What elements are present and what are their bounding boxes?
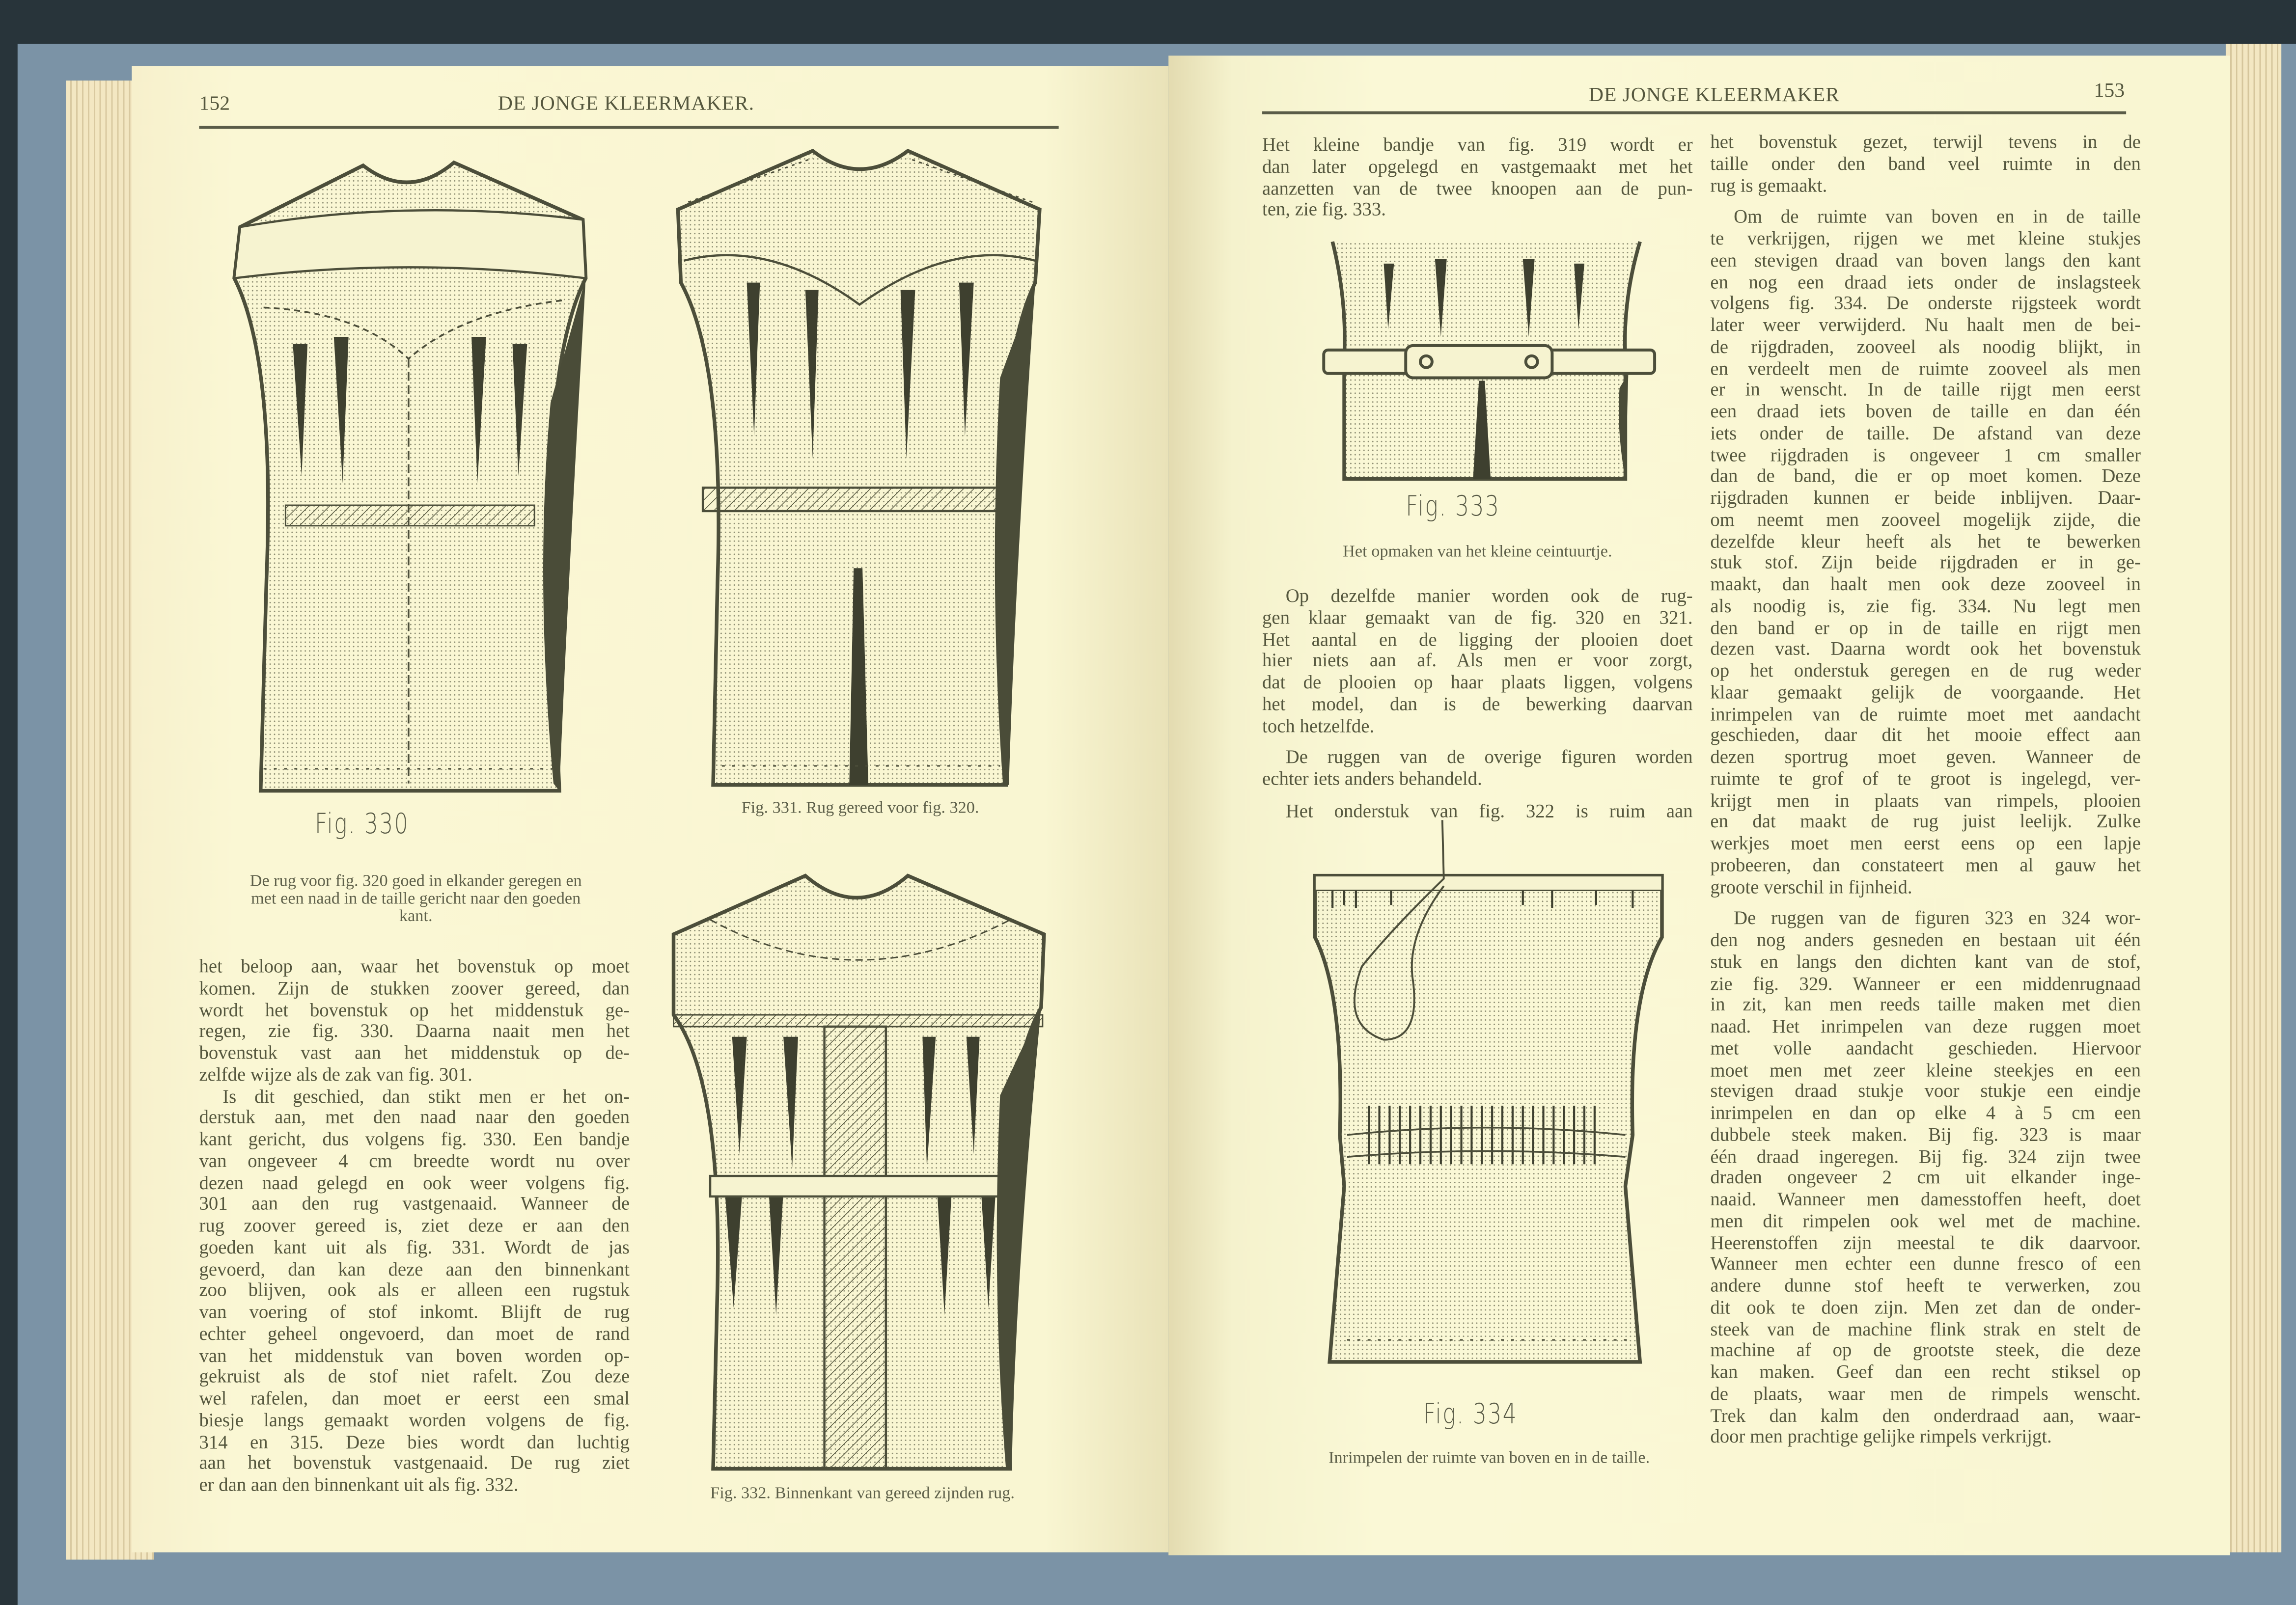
figure-334-caption: Inrimpelen der ruimte van boven en in de taille. — [1328, 1449, 1650, 1468]
paragraph — [199, 1086, 630, 1496]
figure-331-illustration — [666, 143, 1054, 795]
figure-332-illustration — [666, 876, 1050, 1473]
text-line: geschieden, daar dit het mooie effect aan — [1710, 724, 2141, 746]
paragraph — [1262, 801, 1693, 822]
text-line: gevoerd, dan kan deze aan den binnenkant — [199, 1257, 630, 1279]
text-line: er dan aan den binnenkant uit als fig. 332. — [199, 1473, 519, 1496]
text-line: wel rafelen, dan moet er eerst een smal — [199, 1387, 630, 1409]
text-line: dubbele steek maken. Bij fig. 323 is maar — [1710, 1122, 2141, 1145]
text-line: Het kleine bandje van fig. 319 wordt er — [1262, 133, 1693, 156]
text-line: dat de plooien op haar plaats liggen, volgens — [1262, 671, 1693, 693]
paragraph — [1710, 908, 2141, 1448]
page-edges-right — [2226, 44, 2281, 1552]
text-line: moet men met zeer kleine steekjes en een — [1710, 1058, 2141, 1080]
header-rule — [199, 126, 1058, 129]
figure-330-label: Fig. 330 — [315, 808, 410, 841]
paragraph — [1710, 132, 2141, 196]
text-line: het bovenstuk gezet, terwijl tevens in de — [1710, 130, 2141, 153]
text-line: de plaats, waar men de rimpels wenscht. — [1710, 1382, 2141, 1404]
text-line: stuk stof. Zijn beide rijgdraden er in ge- — [1710, 551, 2141, 573]
text-line: inrimpelen van de ruimte moet met aandacht — [1710, 702, 2141, 724]
text-line: zelfde wijze als de zak van fig. 301. — [199, 1062, 472, 1085]
text-line: later weer verwijderd. Nu haalt men de bei- — [1710, 313, 2141, 336]
text-line: werkjes moet men eerst eens op een lapje — [1710, 832, 2141, 854]
text-line: men dit rimpelen ook wel met de machine. — [1710, 1209, 2141, 1231]
text-line: dezen vast. Daarna wordt ook het bovenstuk — [1710, 637, 2141, 659]
text-line: een stevigen draad van boven langs den kant — [1710, 248, 2141, 271]
text-line: den band er op in de taille en rijgt men — [1710, 616, 2141, 638]
text-line: de rijgdraden, zooveel als noodig blijkt, in — [1710, 335, 2141, 357]
figure-334-illustration — [1303, 820, 1669, 1376]
figure-331-caption: Fig. 331. Rug gereed voor fig. 320. — [741, 799, 979, 817]
figure-334-label: Fig. 334 — [1423, 1398, 1518, 1431]
text-line: regen, zie fig. 330. Daarna naait men het — [199, 1019, 630, 1042]
text-line: dan later opgelegd en vastgemaakt met het — [1262, 155, 1693, 177]
text-line: volgens fig. 334. De onderste rijgsteek wordt — [1710, 292, 2141, 314]
text-line: rijgdraden kunnen er beide inblijven. Daar- — [1710, 486, 2141, 508]
text-line: inrimpelen en dan op elke 4 à 5 cm een — [1710, 1101, 2141, 1123]
caption-line: De rug voor fig. 320 goed in elkander geregen en — [249, 872, 582, 891]
text-line: 301 aan den rug vastgenaaid. Wanneer de — [199, 1192, 630, 1215]
text-line: Is dit geschied, dan stikt men er het on- — [222, 1084, 630, 1107]
text-line: dit ook te doen zijn. Men zet dan de onder- — [1710, 1295, 2141, 1318]
text-line: steek van de machine flink strak en stelt de — [1710, 1317, 2141, 1339]
figure-333-illustration — [1318, 242, 1658, 483]
text-line: klaar gemaakt gelijk de voorgaande. Het — [1710, 680, 2141, 703]
text-line: ruimte te grof of te groot is ingelegd, ver- — [1710, 767, 2141, 789]
text-line: Om de ruimte van boven en in de taille — [1734, 205, 2141, 228]
text-line: iets onder de taille. De afstand van deze — [1710, 421, 2141, 444]
text-line: naaid. Wanneer men damesstoffen heeft, doet — [1710, 1187, 2141, 1210]
running-head: DE JONGE KLEERMAKER. — [498, 93, 754, 116]
text-line: hier niets aan af. Als men er voor zorgt, — [1262, 649, 1693, 671]
text-line: Op dezelfde manier worden ook de rug- — [1285, 584, 1693, 606]
text-line: kant gericht, dus volgens fig. 330. Een bandje — [199, 1127, 630, 1150]
text-line: van het middenstuk van boven worden op- — [199, 1343, 630, 1366]
text-line: zie fig. 329. Wanneer er een middenrugnaad — [1710, 972, 2141, 994]
text-line: het model, dan is de bewerking daarvan — [1262, 692, 1693, 714]
text-line: en verdeelt men de ruimte zooveel als men — [1710, 356, 2141, 379]
text-line: De ruggen van de overige figuren worden — [1285, 745, 1693, 768]
figure-330-caption — [202, 873, 630, 925]
text-line: van voering of stof inkomt. Blijft de rug — [199, 1300, 630, 1323]
text-line: De ruggen van de figuren 323 en 324 wor- — [1734, 907, 2141, 929]
text-line: stuk en langs den dichten kant van de stof, — [1710, 950, 2141, 972]
text-line: een draad iets boven de taille en dan één — [1710, 400, 2141, 422]
left-text-column — [199, 956, 630, 1496]
figure-333-label: Fig. 333 — [1406, 490, 1500, 523]
text-line: twee rijgdraden is ongeveer 1 cm smaller — [1710, 443, 2141, 465]
text-line: met volle aandacht geschieden. Hiervoor — [1710, 1036, 2141, 1059]
page-number: 153 — [2094, 81, 2125, 103]
paragraph — [1262, 135, 1693, 221]
text-line: gen klaar gemaakt van de fig. 320 en 321. — [1262, 606, 1693, 628]
text-line: en dat maakt de rug juist leelijk. Zulke — [1710, 810, 2141, 832]
text-line: toch hetzelfde. — [1262, 714, 1375, 736]
text-line: in zit, kan men reeds taille maken met dien — [1710, 993, 2141, 1015]
text-line: zoo blijven, ook als er alleen een rugstuk — [199, 1279, 630, 1301]
text-line: gekruist als de stof niet rafelt. Zou deze — [199, 1365, 630, 1387]
figure-333-caption: Het opmaken van het kleine ceintuurtje. — [1343, 543, 1612, 561]
text-line: derstuk aan, met den naad naar den goeden — [199, 1106, 630, 1128]
text-line: andere dunne stof heeft te verwerken, zou — [1710, 1274, 2141, 1296]
text-line: door men prachtige gelijke rimpels verkrijgt. — [1710, 1425, 2052, 1447]
caption-line: kant. — [399, 908, 433, 926]
figure-332-caption: Fig. 332. Binnenkant van gereed zijnden rug. — [710, 1485, 1015, 1503]
text-line: Heerenstoffen zijn meestal te dik daarvoor. — [1710, 1230, 2141, 1253]
header-rule — [1262, 111, 2126, 114]
text-line: stevigen draad stukje voor stukje een eindje — [1710, 1079, 2141, 1102]
text-line: één draad ingeregen. Bij fig. 324 zijn twee — [1710, 1144, 2141, 1167]
paragraph — [1710, 207, 2141, 898]
text-line: aanzetten van de twee knoopen aan de pun- — [1262, 176, 1693, 199]
right-text-column-1-middle — [1262, 586, 1693, 822]
text-line: er in wenscht. In de taille rijgt men eerst — [1710, 378, 2141, 401]
paragraph — [1262, 586, 1693, 737]
text-line: echter geheel ongevoerd, dan moet de rand — [199, 1322, 630, 1344]
text-line: op het onderstuk geregen en de rug weder — [1710, 659, 2141, 681]
text-line: Het aantal en de ligging der plooien doet — [1262, 627, 1693, 650]
text-line: wordt het bovenstuk op het middenstuk ge- — [199, 998, 630, 1020]
text-line: 314 en 315. Deze bies wordt dan luchtig — [199, 1430, 630, 1452]
text-line: kan maken. Geef dan een recht stiksel op — [1710, 1360, 2141, 1383]
text-line: ten, zie fig. 333. — [1262, 198, 1386, 220]
text-line: echter iets anders behandeld. — [1262, 767, 1482, 789]
text-line: rug zoover gereed is, ziet deze er aan den — [199, 1214, 630, 1236]
paragraph — [1262, 747, 1693, 790]
text-line: den nog anders gesneden en bestaan uit één — [1710, 928, 2141, 951]
text-line: dezen sportrug moet geven. Wanneer de — [1710, 745, 2141, 767]
text-line: goeden kant uit als fig. 331. Wordt de jas — [199, 1235, 630, 1258]
figure-330-illustration — [220, 139, 597, 798]
text-line: maakt, dan haalt men ook deze zooveel in — [1710, 572, 2141, 595]
right-text-column-2 — [1710, 132, 2141, 1448]
text-line: taille onder den band veel ruimte in den — [1710, 152, 2141, 174]
text-line: Trek dan kalm den onderdraad aan, waar- — [1710, 1403, 2141, 1426]
text-line: om neemt men zooveel mogelijk zijde, die — [1710, 508, 2141, 530]
text-line: dezelfde kleur heeft als het te bewerken — [1710, 529, 2141, 551]
text-line: bovenstuk vast aan het middenstuk op de- — [199, 1041, 630, 1063]
text-line: rug is gemaakt. — [1710, 173, 1827, 196]
text-line: als noodig is, zie fig. 334. Nu legt men — [1710, 594, 2141, 616]
page-number: 152 — [199, 93, 230, 116]
text-line: naad. Het inrimpelen van deze ruggen moet — [1710, 1015, 2141, 1037]
text-line: van ongeveer 4 cm breedte wordt nu over — [199, 1149, 630, 1171]
text-line: het beloop aan, waar het bovenstuk op moet — [199, 954, 630, 977]
paragraph — [199, 956, 630, 1086]
text-line: dan de band, die er op moet komen. Deze — [1710, 464, 2141, 487]
text-line: dezen naad gelegd en ook weer volgens fig. — [199, 1170, 630, 1193]
text-line: en nog een draad iets onder de inslagsteek — [1710, 270, 2141, 293]
text-line: draden ongeveer 2 cm uit elkander inge- — [1710, 1166, 2141, 1188]
text-line: komen. Zijn de stukken zoover gereed, dan — [199, 976, 630, 999]
text-line: groote verschil in fijnheid. — [1710, 875, 1912, 897]
text-line: te verkrijgen, rijgen we met kleine stukjes — [1710, 227, 2141, 249]
caption-line: met een naad in de taille gericht naar den goeden — [251, 890, 581, 908]
text-line: probeeren, dan constateert men al gauw het — [1710, 853, 2141, 875]
text-line: aan het bovenstuk vastgenaaid. De rug ziet — [199, 1451, 630, 1474]
text-line: krijgt men in plaats van rimpels, plooien — [1710, 789, 2141, 811]
running-head: DE JONGE KLEERMAKER — [1588, 84, 1840, 107]
right-text-column-1-top — [1262, 135, 1693, 221]
text-line: Het onderstuk van fig. 322 is ruim aan — [1285, 799, 1693, 821]
text-line: biesje langs gemaakt worden volgens de fig. — [199, 1408, 630, 1431]
text-line: Wanneer men echter een dunne fresco of een — [1710, 1252, 2141, 1275]
text-line: machine af op de grootste steek, die deze — [1710, 1338, 2141, 1361]
